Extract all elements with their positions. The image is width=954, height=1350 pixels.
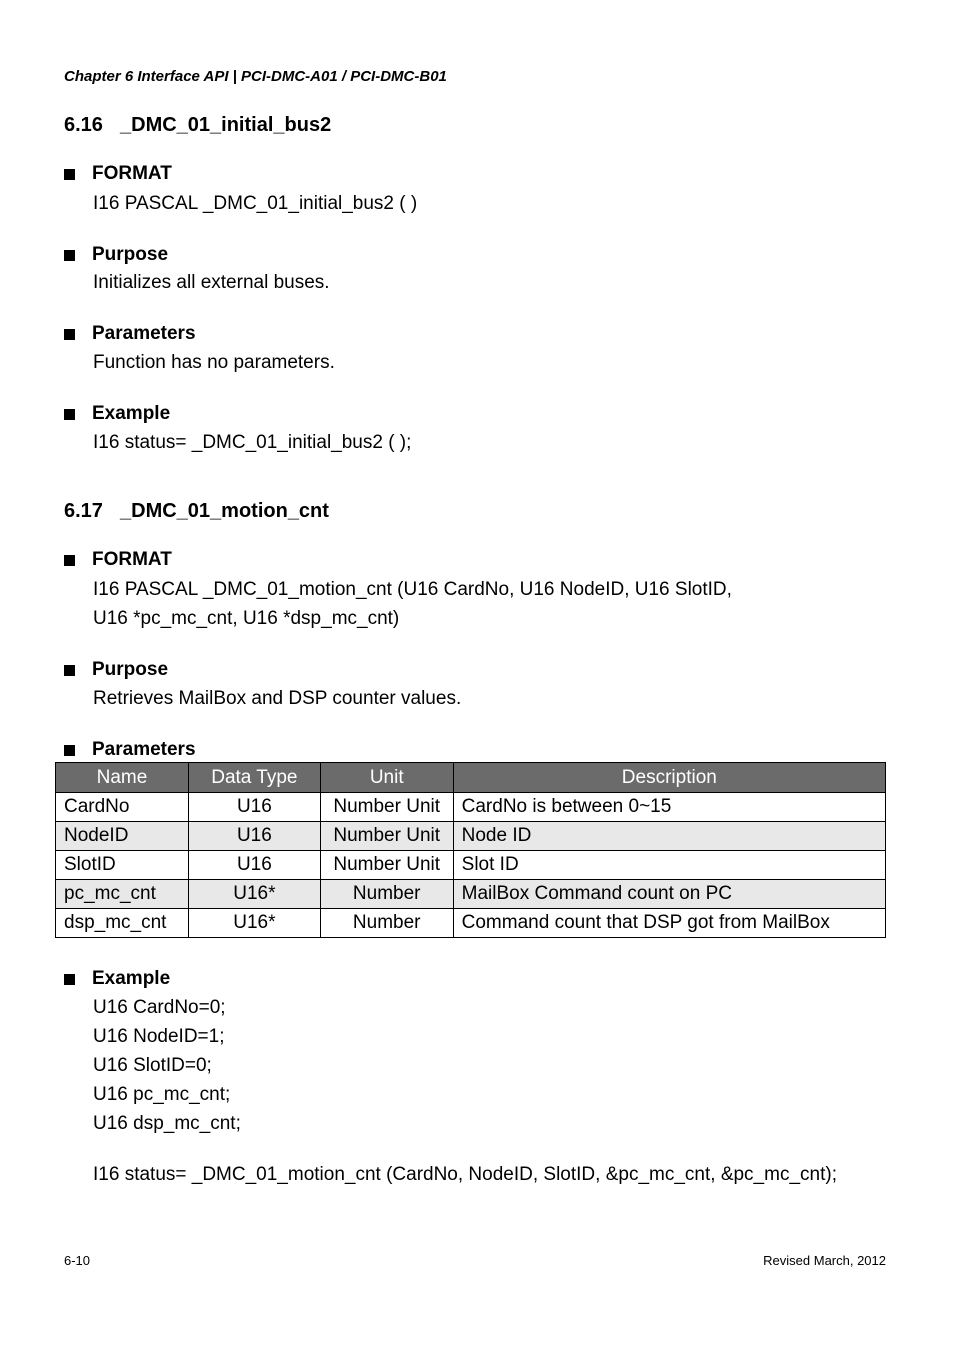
column-header-name: Name <box>56 763 189 793</box>
section-name: _DMC_01_motion_cnt <box>120 500 329 522</box>
section-number: 6.17 <box>64 500 103 522</box>
example-code-line: U16 pc_mc_cnt; <box>93 1084 231 1105</box>
cell-description: Command count that DSP got from MailBox <box>453 909 885 938</box>
heading-label: Parameters <box>92 739 196 760</box>
section-title-6-17 <box>64 500 329 523</box>
square-bullet-icon <box>64 665 75 676</box>
purpose-heading <box>64 659 168 681</box>
cell-unit: Number Unit <box>320 822 453 851</box>
square-bullet-icon <box>64 555 75 566</box>
purpose-text: Retrieves MailBox and DSP counter values. <box>93 688 462 709</box>
example-heading <box>64 968 170 990</box>
heading-label: Example <box>92 403 171 424</box>
cell-unit: Number <box>320 880 453 909</box>
cell-name: CardNo <box>56 793 189 822</box>
table-row <box>56 793 886 822</box>
heading-label: Purpose <box>92 244 169 265</box>
heading-label: FORMAT <box>92 163 172 184</box>
cell-name: NodeID <box>56 822 189 851</box>
parameters-heading <box>64 739 196 761</box>
cell-name: dsp_mc_cnt <box>56 909 189 938</box>
cell-description: MailBox Command count on PC <box>453 880 885 909</box>
table-row <box>56 822 886 851</box>
cell-name: pc_mc_cnt <box>56 880 189 909</box>
cell-data-type: U16 <box>188 822 320 851</box>
square-bullet-icon <box>64 745 75 756</box>
square-bullet-icon <box>64 169 75 180</box>
revision-date: Revised March, 2012 <box>763 1253 886 1268</box>
chapter-header: Chapter 6 Interface API | PCI-DMC-A01 / PCI-DMC-B01 <box>64 68 447 85</box>
square-bullet-icon <box>64 329 75 340</box>
example-code-line: U16 NodeID=1; <box>93 1026 225 1047</box>
heading-label: Purpose <box>92 659 169 680</box>
parameters-text: Function has no parameters. <box>93 352 335 373</box>
example-code: I16 status= _DMC_01_initial_bus2 ( ); <box>93 432 412 453</box>
cell-unit: Number Unit <box>320 793 453 822</box>
column-header-description: Description <box>453 763 885 793</box>
cell-data-type: U16* <box>188 880 320 909</box>
format-signature: I16 PASCAL _DMC_01_initial_bus2 ( ) <box>93 193 418 214</box>
section-title-6-16 <box>64 114 331 137</box>
example-heading <box>64 403 170 425</box>
format-heading <box>64 163 172 185</box>
parameters-heading <box>64 323 196 345</box>
example-function-call: I16 status= _DMC_01_motion_cnt (CardNo, NodeID, SlotID, &pc_mc_cnt, &pc_mc_cnt); <box>93 1164 837 1185</box>
cell-description: Slot ID <box>453 851 885 880</box>
purpose-text: Initializes all external buses. <box>93 272 330 293</box>
column-header-data-type: Data Type <box>188 763 320 793</box>
heading-label: Parameters <box>92 323 196 344</box>
parameters-table <box>55 762 886 938</box>
page-number: 6-10 <box>64 1253 91 1268</box>
column-header-unit: Unit <box>320 763 453 793</box>
cell-description: CardNo is between 0~15 <box>453 793 885 822</box>
format-heading <box>64 549 172 571</box>
cell-data-type: U16 <box>188 793 320 822</box>
heading-label: FORMAT <box>92 549 172 570</box>
example-code-line: U16 CardNo=0; <box>93 997 226 1018</box>
example-code-line: U16 SlotID=0; <box>93 1055 212 1076</box>
cell-name: SlotID <box>56 851 189 880</box>
square-bullet-icon <box>64 974 75 985</box>
section-name: _DMC_01_initial_bus2 <box>120 114 332 136</box>
heading-label: Example <box>92 968 171 989</box>
table-row <box>56 851 886 880</box>
format-signature-line-1: I16 PASCAL _DMC_01_motion_cnt (U16 CardNo, U16 NodeID, U16 SlotID, <box>93 579 732 600</box>
cell-description: Node ID <box>453 822 885 851</box>
format-signature-line-2: U16 *pc_mc_cnt, U16 *dsp_mc_cnt) <box>93 608 400 629</box>
table-header-row <box>56 763 886 793</box>
example-code-line: U16 dsp_mc_cnt; <box>93 1113 241 1134</box>
cell-data-type: U16 <box>188 851 320 880</box>
cell-data-type: U16* <box>188 909 320 938</box>
cell-unit: Number <box>320 909 453 938</box>
purpose-heading <box>64 244 168 266</box>
section-number: 6.16 <box>64 114 103 136</box>
table-row <box>56 880 886 909</box>
square-bullet-icon <box>64 250 75 261</box>
square-bullet-icon <box>64 409 75 420</box>
cell-unit: Number Unit <box>320 851 453 880</box>
table-row <box>56 909 886 938</box>
